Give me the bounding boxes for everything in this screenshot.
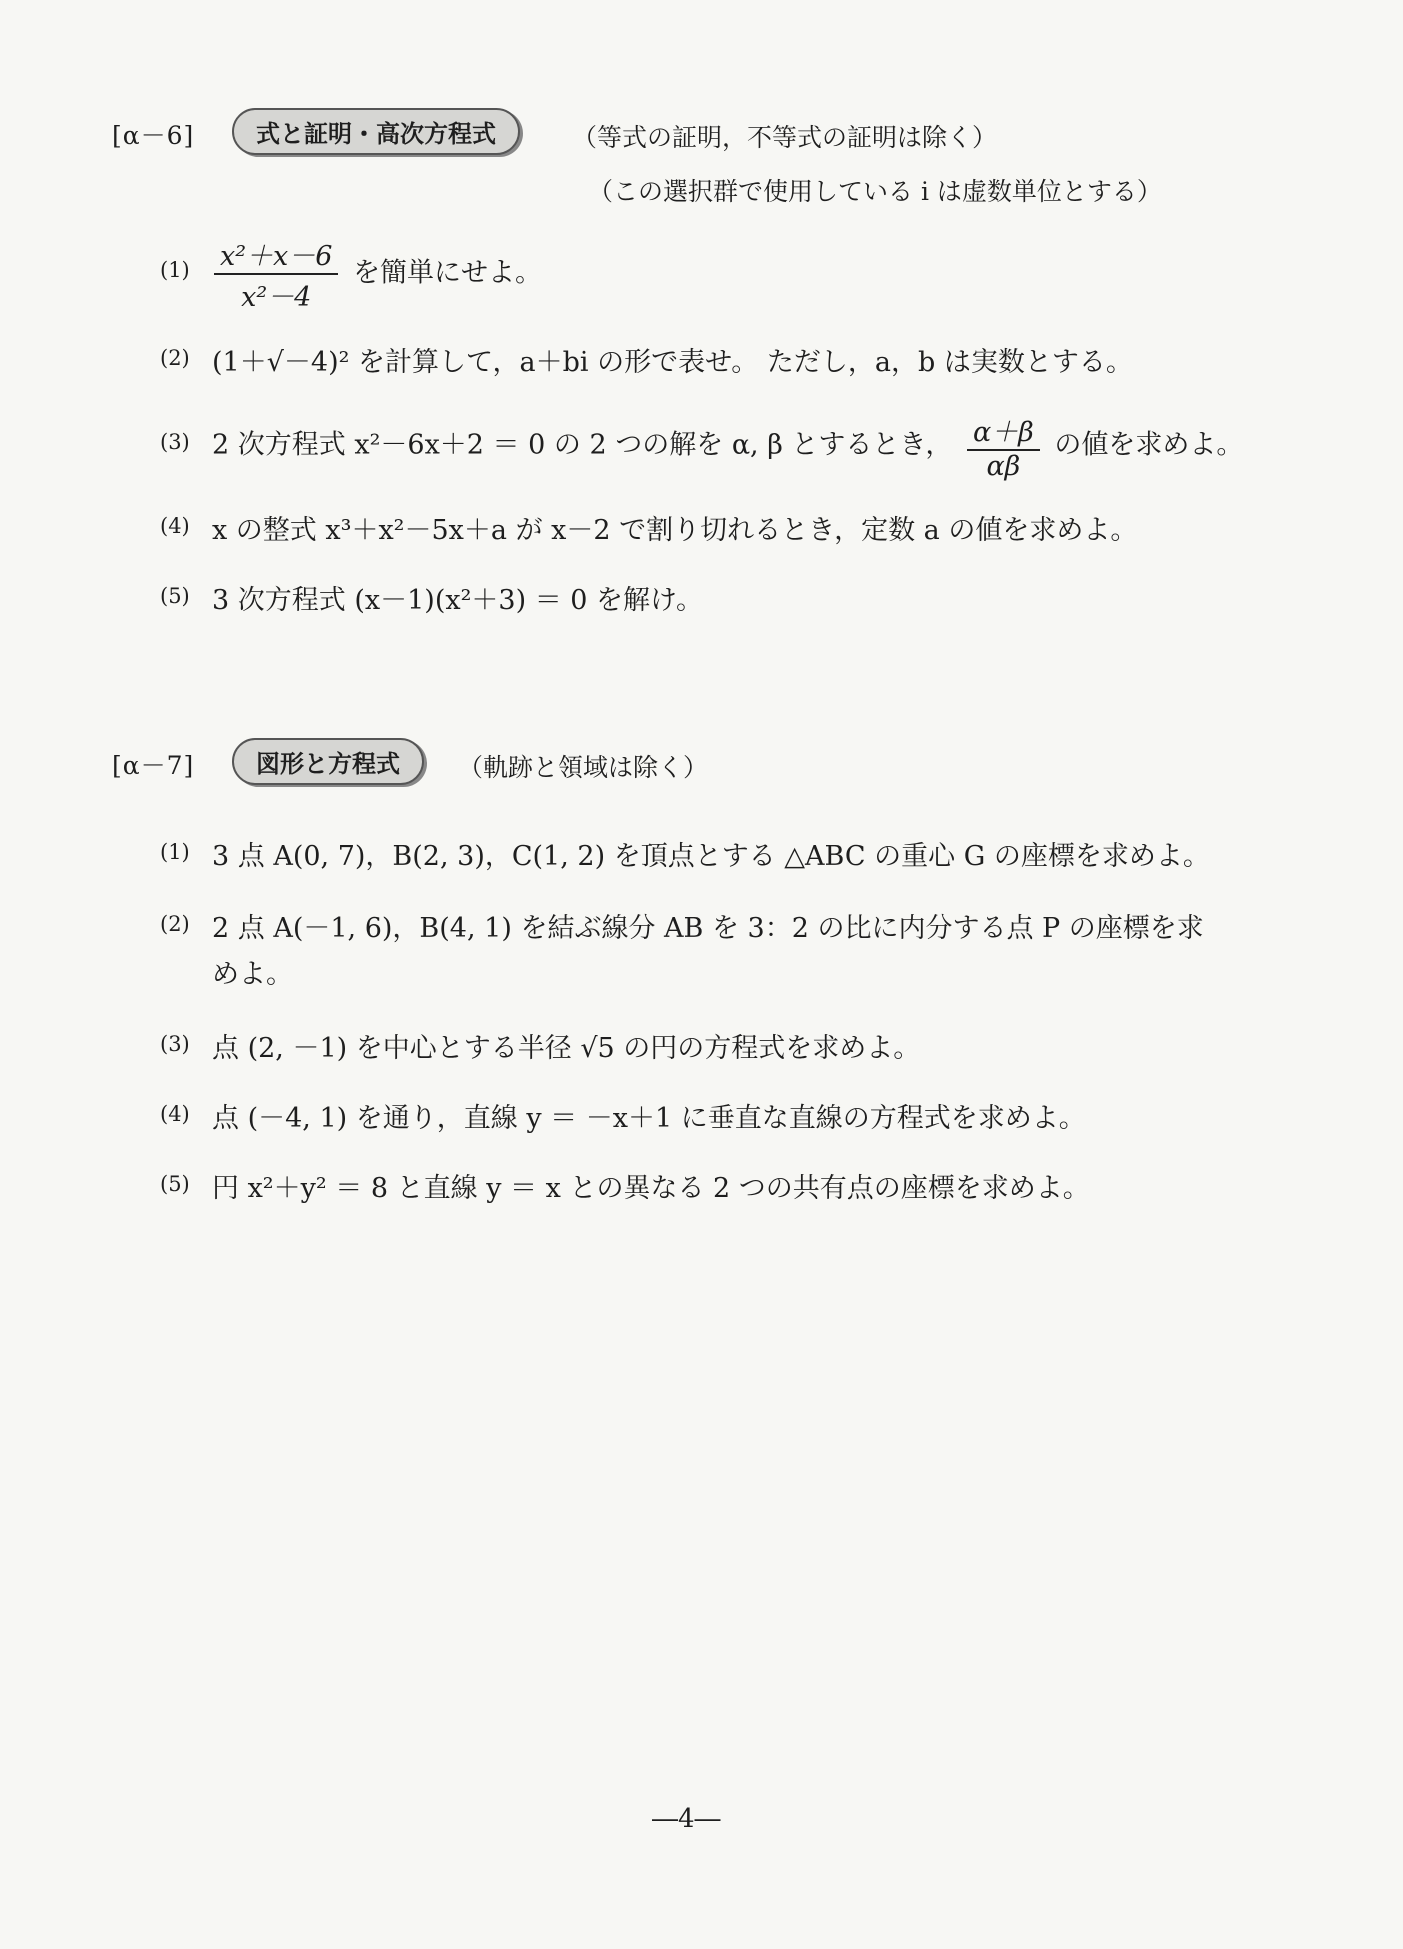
question-text-continued: めよ。 xyxy=(212,959,293,990)
question-text-before: 2 次方程式 x²－6x＋2 ＝ 0 の 2 つの解を α, β とするとき， xyxy=(212,429,953,461)
section-title-badge-a7 xyxy=(232,738,424,785)
question-number: (5) xyxy=(160,1172,190,1196)
question-text-body: を簡単にせよ。 xyxy=(353,257,543,289)
section-subnote-a6: （この選択群で使用している i は虚数単位とする） xyxy=(588,177,1162,206)
fraction xyxy=(967,410,1040,482)
question-text: (1＋√－4)² を計算して，a＋bi の形で表せ。 ただし，a，b は実数とする。 xyxy=(212,347,1133,378)
page-number: ―4― xyxy=(652,1804,721,1834)
question-number: (4) xyxy=(160,1102,190,1126)
question-text-after: の値を求めよ。 xyxy=(1054,429,1244,461)
question-text: 円 x²＋y² ＝ 8 と直線 y ＝ x との異なる 2 つの共有点の座標を求めよ。 xyxy=(212,1173,1090,1204)
section-note-a6: （等式の証明，不等式の証明は除く） xyxy=(572,123,998,152)
question-text xyxy=(212,410,1243,482)
question-number: (3) xyxy=(160,430,190,454)
question-text: 2 点 A(－1, 6)，B(4, 1) を結ぶ線分 AB を 3：2 の比に内分する点 P の座標を求 xyxy=(212,913,1204,944)
section-title-a6: 式と証明・高次方程式 xyxy=(232,108,520,155)
question-text xyxy=(208,234,542,314)
question-number: (4) xyxy=(160,514,190,538)
question-number: (1) xyxy=(160,258,190,282)
fraction-denominator: αβ xyxy=(986,451,1021,482)
section-id-a6: [α－6] xyxy=(112,121,195,150)
question-number: (2) xyxy=(160,346,190,370)
fraction-denominator: x²－4 xyxy=(241,282,312,313)
section-id-a7: [α－7] xyxy=(112,751,195,780)
question-text: 3 点 A(0, 7)，B(2, 3)，C(1, 2) を頂点とする △ABC の重心 G の座標を求めよ。 xyxy=(212,841,1210,872)
fraction xyxy=(214,234,338,314)
section-title-a7: 図形と方程式 xyxy=(232,738,424,785)
fraction-numerator: α＋β xyxy=(967,410,1040,451)
section-note-a7: （軌跡と領域は除く） xyxy=(458,753,709,782)
question-number: (2) xyxy=(160,912,190,936)
section-title-badge-a6 xyxy=(232,108,520,155)
question-number: (3) xyxy=(160,1032,190,1056)
question-text: 3 次方程式 (x－1)(x²＋3) ＝ 0 を解け。 xyxy=(212,585,703,616)
question-number: (5) xyxy=(160,584,190,608)
fraction-numerator: x²＋x－6 xyxy=(214,234,338,275)
question-text: x の整式 x³＋x²－5x＋a が x－2 で割り切れるとき，定数 a の値を求めよ。 xyxy=(212,515,1138,546)
question-text: 点 (2, －1) を中心とする半径 √5 の円の方程式を求めよ。 xyxy=(212,1033,921,1064)
question-number: (1) xyxy=(160,840,190,864)
question-text: 点 (－4, 1) を通り，直線 y ＝ －x＋1 に垂直な直線の方程式を求めよ。 xyxy=(212,1103,1086,1134)
